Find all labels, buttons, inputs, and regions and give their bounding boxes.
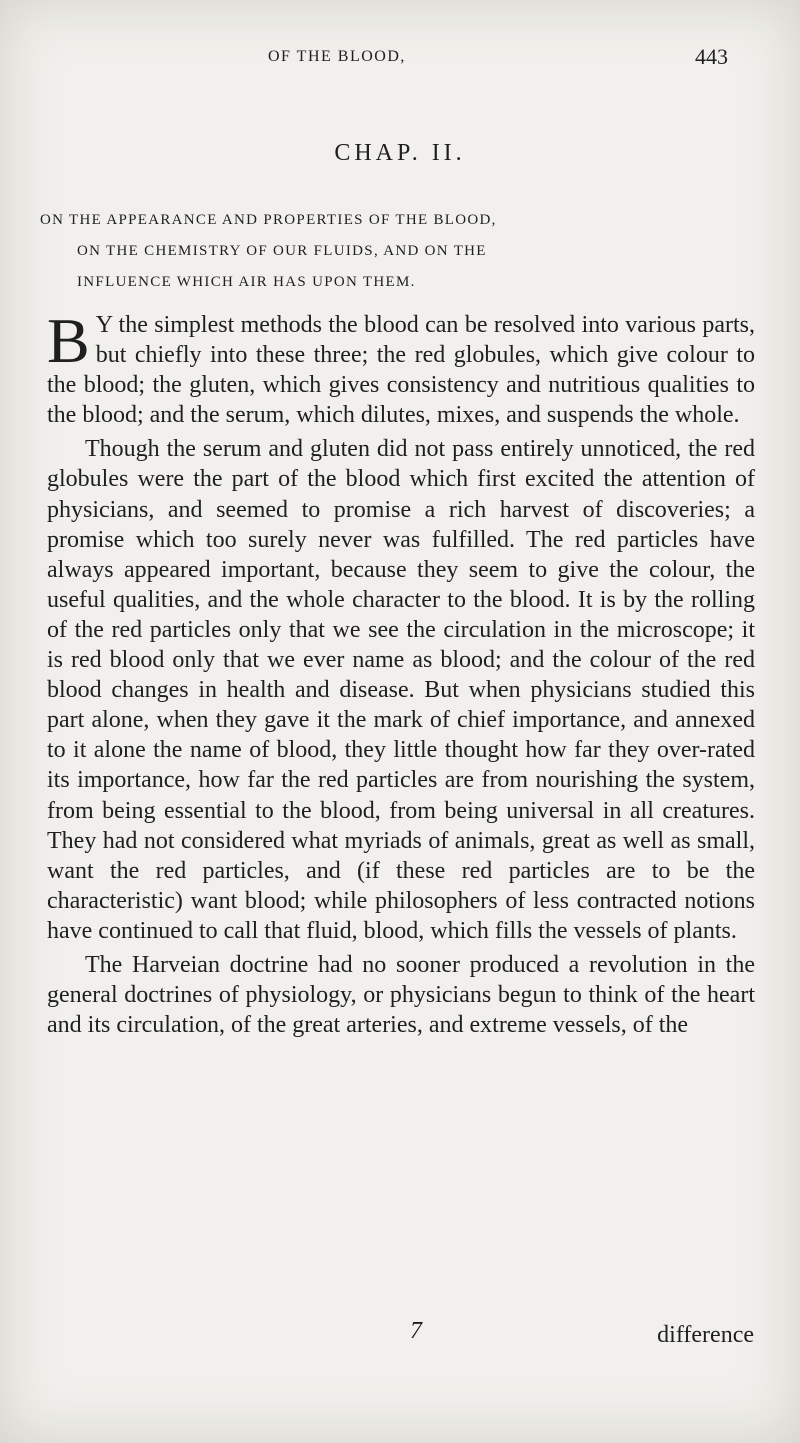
drop-cap: B — [47, 305, 90, 376]
chapter-subtitle-line: ON THE APPEARANCE AND PROPERTIES OF THE BLOOD, — [40, 212, 497, 228]
paragraph-text: Y the simplest methods the blood can be resolved into various parts, but chiefly into these three; the red globules, which give colour to the blood; the gluten, which gives consistency and nutritious qualities to the blood; and the serum, which dilutes, mixes, and suspends the whole. — [47, 312, 755, 429]
chapter-subtitle — [40, 205, 756, 298]
chapter-title: CHAP. II. — [334, 140, 466, 166]
chapter-subtitle-line: ON THE CHEMISTRY OF OUR FLUIDS, AND ON THE — [77, 243, 487, 259]
signature-mark: 7 — [410, 1318, 422, 1344]
running-title: OF THE BLOOD, — [268, 48, 406, 65]
paragraph — [47, 950, 755, 1040]
page-number: 443 — [695, 44, 728, 69]
paragraph-text: Though the serum and gluten did not pass entirely unnoticed, the red globules were the part of the blood which first excited the attention of physicians, and seemed to promise a rich harvest of discoveries; a promise which too surely never was fulfilled. The red particles have always appeared important, because they seem to give the colour, the useful qualities, and the whole character to the blood. It is by the rolling of the red particles only that we see the circulation in the microscope; it is red blood only that we ever name as blood; and the colour of the red blood changes in health and disease. But when physicians studied this part alone, when they gave it the mark of chief importance, and annexed to it alone the name of blood, they little thought how far they over-rated its importance, how far the red particles are from nourishing the system, from being essential to the blood, from being universal in all creatures. They had not considered what myriads of animals, great as well as small, want the red particles, and (if these red particles are to be the characteristic) want blood; while philosophers of less contracted notions have continued to call that fluid, blood, which fills the vessels of plants. — [47, 436, 755, 944]
catchword: difference — [657, 1322, 754, 1348]
chapter-subtitle-line: INFLUENCE WHICH AIR HAS UPON THEM. — [77, 274, 416, 290]
paragraph — [47, 434, 755, 946]
body-text — [47, 305, 755, 1040]
page-footer — [0, 1318, 800, 1358]
paragraph-text: The Harveian doctrine had no sooner produced a revolution in the general doctrines of physiology, or physicians begun to think of the heart and its circulation, of the great arteries, and extreme vessels, of the — [47, 951, 755, 1039]
paragraph — [47, 305, 755, 430]
running-head — [0, 44, 800, 74]
